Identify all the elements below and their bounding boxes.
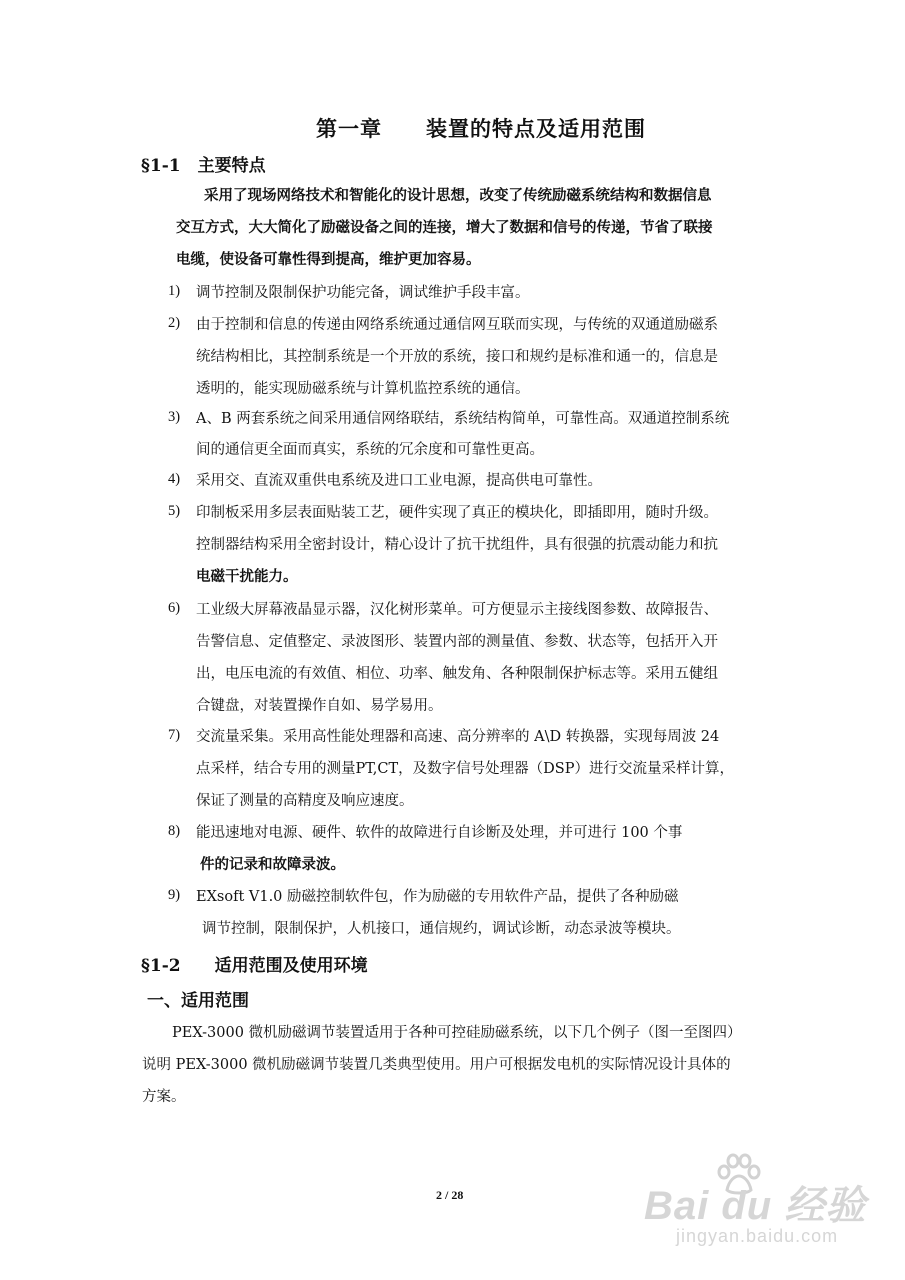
item-line: 调节控制，限制保护，人机接口，通信规约，调试诊断，动态录波等模块。 — [202, 921, 681, 937]
item-number: 1) — [168, 283, 181, 299]
intro-line: 交互方式，大大简化了励磁设备之间的连接，增大了数据和信号的传递，节省了联接 — [176, 219, 713, 236]
item-line: 告警信息、定值整定、录波图形、装置内部的测量值、参数、状态等，包括开入开 — [196, 634, 718, 650]
item-line: 调节控制及限制保护功能完备，调试维护手段丰富。 — [196, 285, 530, 301]
item-number: 7) — [168, 727, 181, 743]
item-line: EXsoft V1.0 励磁控制软件包，作为励磁的专用软件产品，提供了各种励磁 — [196, 889, 679, 905]
item-line: 由于控制和信息的传递由网络系统通过通信网互联而实现，与传统的双通道励磁系 — [196, 317, 718, 333]
subsection-heading: 一、适用范围 — [147, 991, 249, 1011]
scope-line: PEX-3000 微机励磁调节装置适用于各种可控硅励磁系统，以下几个例子（图一至图四） — [172, 1025, 742, 1041]
item-line: 采用交、直流双重供电系统及进口工业电源，提高供电可靠性。 — [196, 473, 602, 489]
scope-line: 方案。 — [142, 1089, 186, 1105]
intro-line: 电缆，使设备可靠性得到提高，维护更加容易。 — [176, 251, 481, 268]
item-line: 保证了测量的高精度及响应速度。 — [196, 793, 414, 809]
item-line: 控制器结构采用全密封设计，精心设计了抗干扰组件，具有很强的抗震动能力和抗 — [196, 537, 718, 553]
watermark-logo: Bai du 经验 — [644, 1184, 867, 1228]
scope-line: 说明 PEX-3000 微机励磁调节装置几类典型使用。用户可根据发电机的实际情况设计具体的 — [142, 1057, 731, 1073]
section-heading-1-2: §1-2 适用范围及使用环境 — [141, 956, 368, 976]
page-number: 2 / 28 — [436, 1188, 464, 1202]
item-line: 电磁干扰能力。 — [196, 568, 298, 585]
item-number: 8) — [168, 823, 181, 839]
intro-line: 采用了现场网络技术和智能化的设计思想，改变了传统励磁系统结构和数据信息 — [204, 187, 712, 204]
item-line: 点采样，结合专用的测量PT,CT，及数字信号处理器（DSP）进行交流量采样计算， — [196, 761, 734, 777]
item-number: 5) — [168, 503, 181, 519]
item-line: 交流量采集。采用高性能处理器和高速、高分辨率的 A\D 转换器，实现每周波 24 — [196, 729, 720, 745]
item-line: 工业级大屏幕液晶显示器，汉化树形菜单。可方便显示主接线图参数、故障报告、 — [196, 602, 718, 618]
section-heading-1-1: §1-1 主要特点 — [141, 156, 266, 176]
item-number: 6) — [168, 600, 181, 616]
item-line: 出，电压电流的有效值、相位、功率、触发角、各种限制保护标志等。采用五健组 — [196, 666, 718, 682]
item-number: 9) — [168, 887, 181, 903]
item-line: 能迅速地对电源、硬件、软件的故障进行自诊断及处理，并可进行 100 个事 — [196, 825, 683, 841]
item-line: 印制板采用多层表面贴装工艺，硬件实现了真正的模块化，即插即用，随时升级。 — [196, 505, 718, 521]
item-line: A、B 两套系统之间采用通信网络联结，系统结构简单，可靠性高。双通道控制系统 — [196, 411, 730, 427]
item-line: 透明的，能实现励磁系统与计算机监控系统的通信。 — [196, 381, 530, 397]
chapter-title: 第一章 装置的特点及适用范围 — [316, 116, 646, 141]
item-line: 合键盘，对装置操作自如、易学易用。 — [196, 698, 443, 714]
item-line: 间的通信更全面而真实，系统的冗余度和可靠性更高。 — [196, 442, 544, 458]
item-line: 统结构相比，其控制系统是一个开放的系统，接口和规约是标准和通一的，信息是 — [196, 349, 718, 365]
item-number: 2) — [168, 315, 181, 331]
item-number: 4) — [168, 471, 181, 487]
watermark-url: jingyan.baidu.com — [676, 1226, 839, 1246]
item-number: 3) — [168, 409, 181, 425]
item-line: 件的记录和故障录波。 — [200, 856, 345, 873]
